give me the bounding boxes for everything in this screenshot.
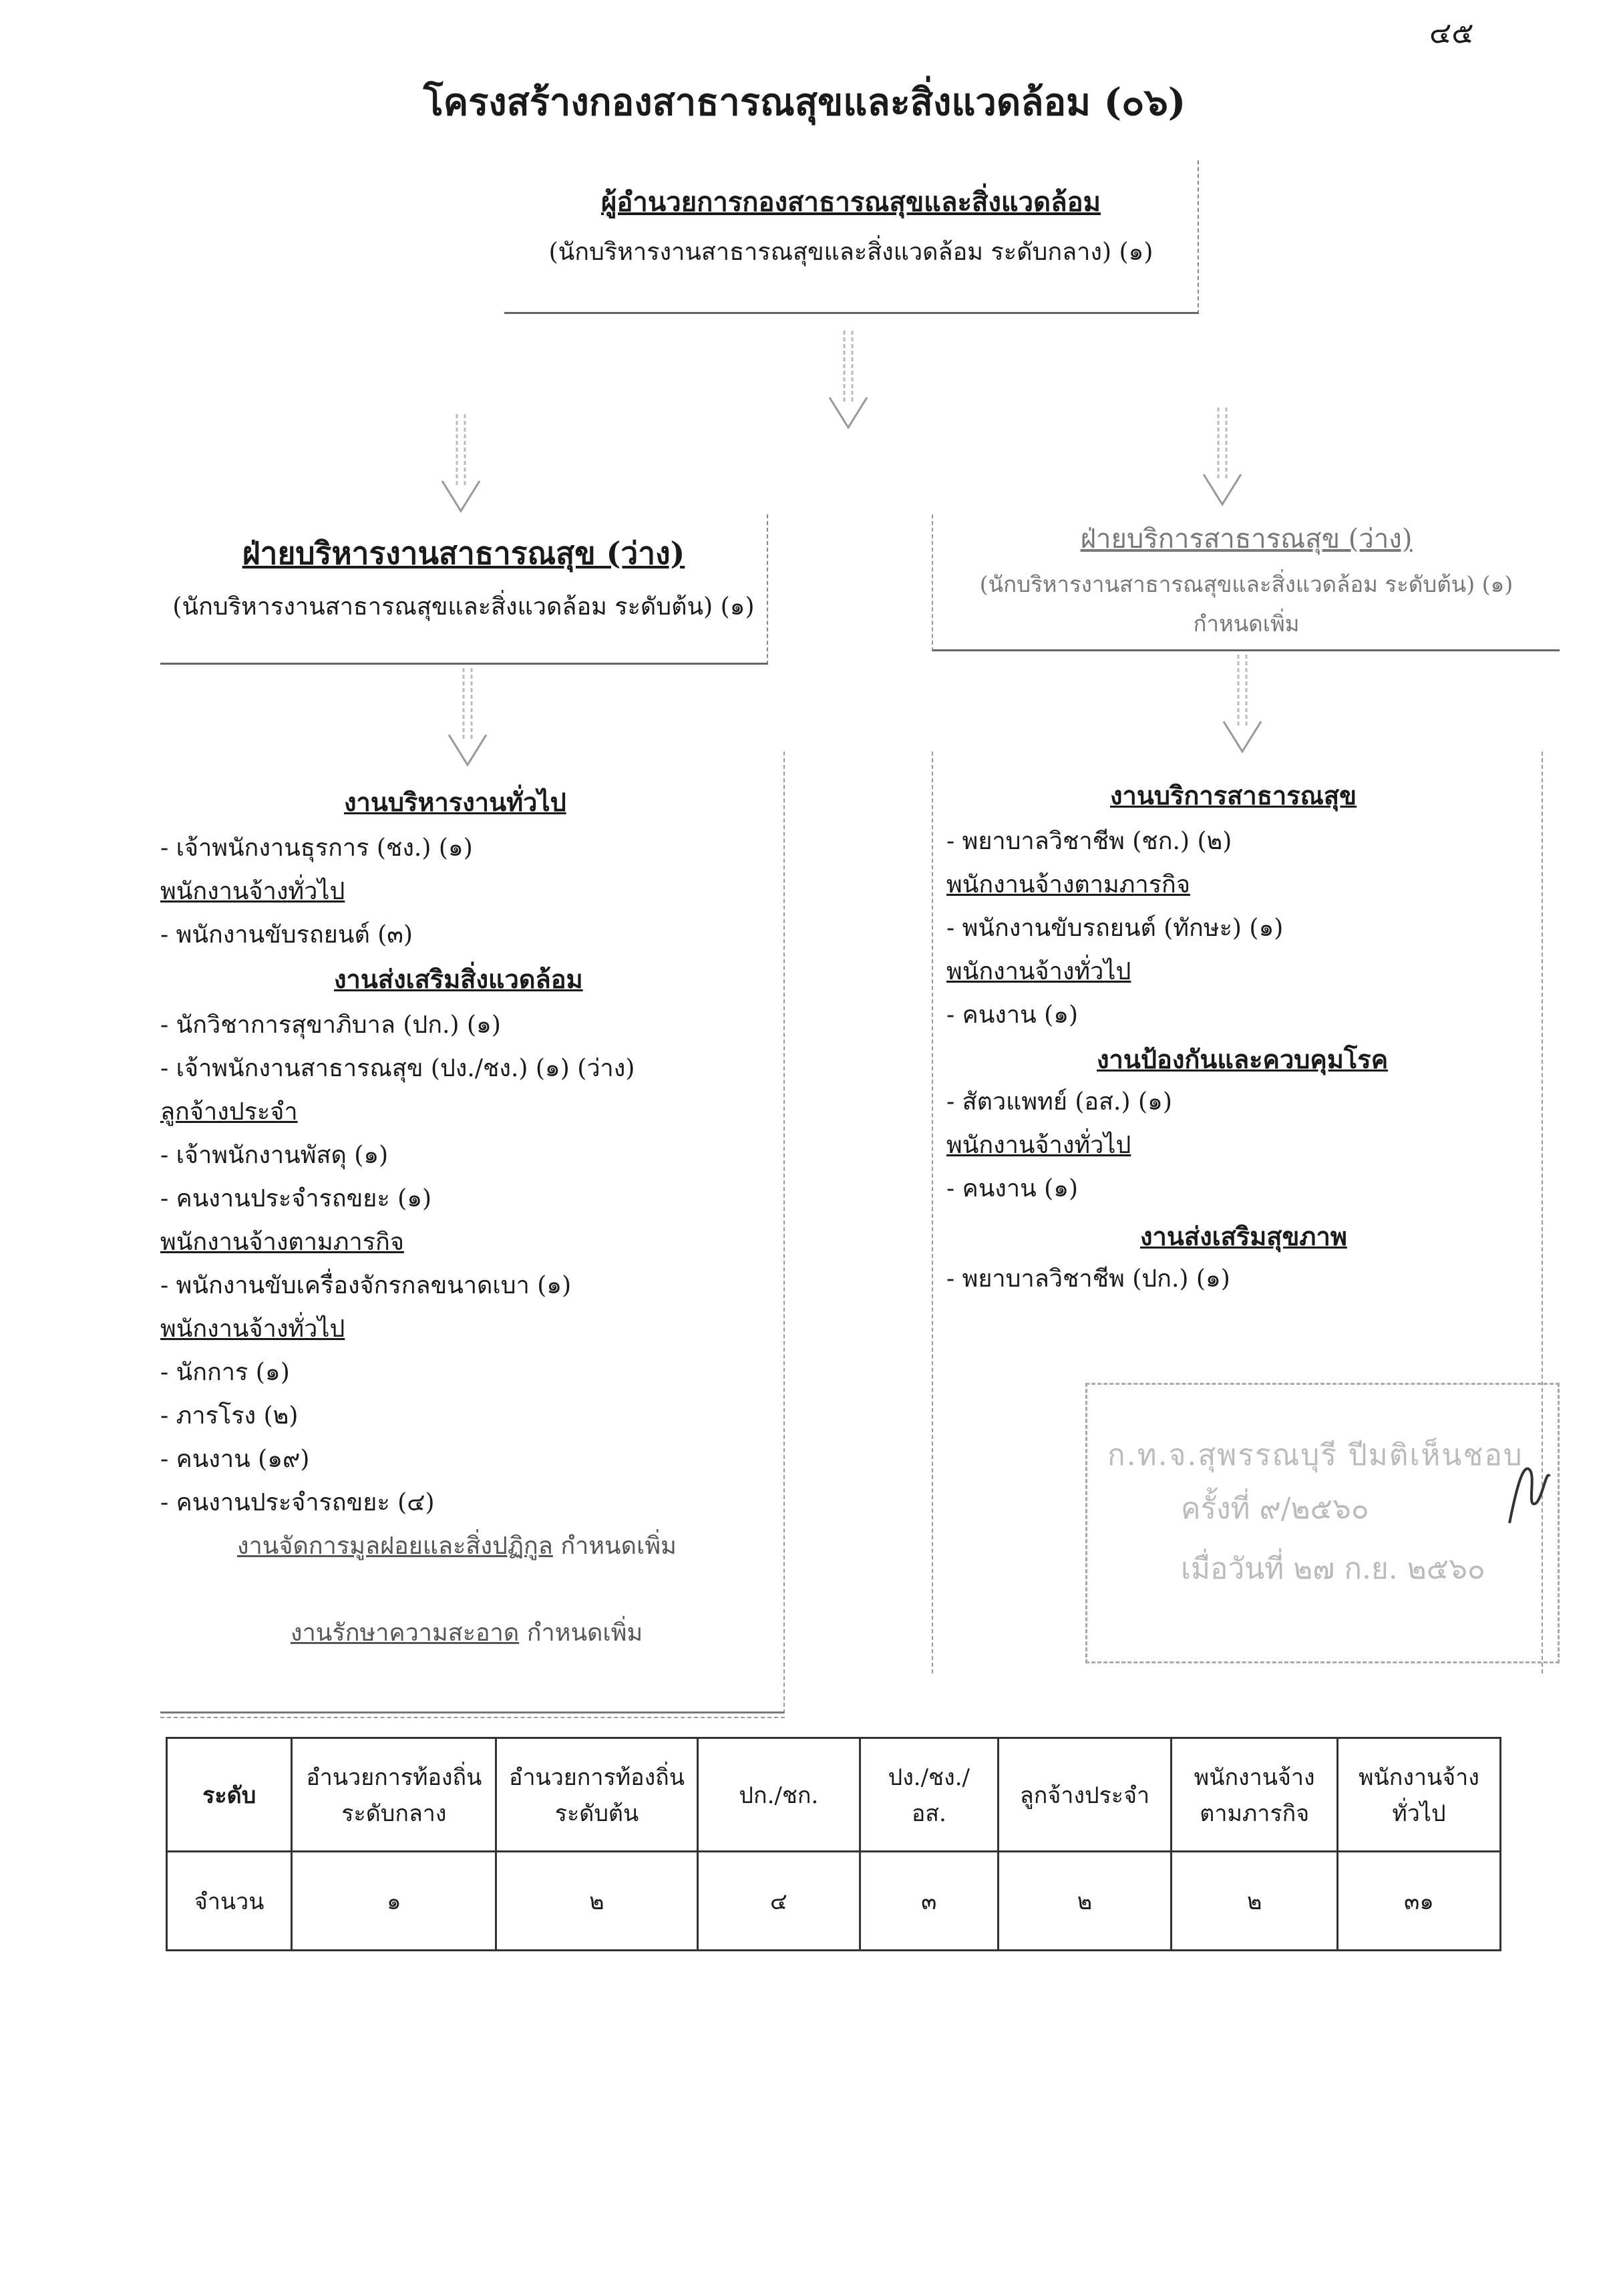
group-label: พนักงานจ้างทั่วไป <box>160 1315 345 1343</box>
header-line: อส. <box>911 1800 946 1827</box>
table-header-cell: ปก./ชก. <box>697 1738 860 1852</box>
header-line: ทั่วไป <box>1392 1800 1446 1827</box>
list-item: - พยาบาลวิชาชีพ (ชก.) (๒) <box>946 828 1232 855</box>
arrow-down-icon <box>1222 655 1262 755</box>
list-item: - คนงานประจำรถขยะ (๔) <box>160 1489 435 1516</box>
table-cell: ๑ <box>292 1852 496 1951</box>
section-title: งานป้องกันและควบคุมโรค <box>1097 1044 1389 1074</box>
page-number: ๔๕ <box>1429 16 1474 50</box>
group-label: พนักงานจ้างทั่วไป <box>946 958 1131 985</box>
list-item: - คนงานประจำรถขยะ (๑) <box>160 1185 432 1212</box>
division-left-box <box>160 514 768 665</box>
group-label: พนักงานจ้างตามภารกิจ <box>946 871 1190 898</box>
division-right-title: ฝ่ายบริการสาธารณสุข (ว่าง) <box>1080 524 1413 554</box>
director-box <box>504 160 1199 314</box>
division-right-note: กำหนดเพิ่ม <box>1193 611 1300 637</box>
signature-icon <box>1503 1450 1556 1536</box>
director-title: ผู้อำนวยการกองสาธารณสุขและสิ่งแวดล้อม <box>600 186 1101 218</box>
list-item: - สัตวแพทย์ (อส.) (๑) <box>946 1088 1172 1116</box>
table-header-cell <box>1172 1738 1338 1852</box>
section-title: งานบริการสาธารณสุข <box>1110 780 1357 810</box>
list-item: - คนงาน (๑) <box>946 1001 1079 1029</box>
stamp-line: ก.ท.จ.สุพรรณบุรี ปีมติเห็นชอบ <box>1107 1438 1524 1472</box>
header-line: ระดับต้น <box>554 1800 639 1827</box>
list-item: - คนงาน (๑) <box>946 1175 1079 1202</box>
arrow-down-icon <box>828 331 868 431</box>
table-cell: ๒ <box>496 1852 697 1951</box>
table-cell: ๓๑ <box>1337 1852 1500 1951</box>
approval-stamp <box>1085 1383 1560 1663</box>
table-header-cell: ระดับ <box>167 1738 292 1852</box>
future-unit-note: กำหนดเพิ่ม <box>560 1532 677 1560</box>
section-title: งานส่งเสริมสิ่งแวดล้อม <box>334 964 583 994</box>
table-header-cell <box>860 1738 999 1852</box>
group-label: พนักงานจ้างทั่วไป <box>160 878 345 905</box>
left-column <box>160 752 785 1713</box>
header-line: พนักงานจ้าง <box>1359 1764 1479 1791</box>
table-header-cell <box>292 1738 496 1852</box>
section-title: งานส่งเสริมสุขภาพ <box>1140 1221 1347 1251</box>
header-line: ปง./ชง./ <box>888 1764 970 1791</box>
arrow-down-icon <box>1202 407 1242 508</box>
table-row <box>167 1852 1501 1951</box>
list-item: - พนักงานขับรถยนต์ (ทักษะ) (๑) <box>946 915 1284 942</box>
header-line: อำนวยการท้องถิ่น <box>509 1764 685 1791</box>
table-header-row <box>167 1738 1501 1852</box>
table-header-cell <box>496 1738 697 1852</box>
table-header-cell <box>1337 1738 1500 1852</box>
group-label: ลูกจ้างประจำ <box>160 1098 298 1126</box>
header-line: ระดับกลาง <box>341 1800 447 1827</box>
division-left-position: (นักบริหารงานสาธารณสุขและสิ่งแวดล้อม ระดับต้น) (๑) <box>172 593 755 621</box>
table-cell: ๒ <box>998 1852 1172 1951</box>
list-item: - เจ้าพนักงานธุรการ (ชง.) (๑) <box>160 834 473 862</box>
director-position: (นักบริหารงานสาธารณสุขและสิ่งแวดล้อม ระดับกลาง) (๑) <box>548 238 1153 266</box>
list-item: - พนักงานขับรถยนต์ (๓) <box>160 921 413 949</box>
table-cell: ๒ <box>1172 1852 1338 1951</box>
table-header-cell: ลูกจ้างประจำ <box>998 1738 1172 1852</box>
division-right-box <box>932 514 1560 651</box>
future-unit <box>237 1526 677 1565</box>
header-line: อำนวยการท้องถิ่น <box>306 1764 482 1791</box>
future-unit-name: งานรักษาความสะอาด <box>291 1619 520 1647</box>
future-unit-note: กำหนดเพิ่ม <box>526 1619 643 1647</box>
division-left-title: ฝ่ายบริหารงานสาธารณสุข (ว่าง) <box>242 535 685 571</box>
header-line: ตามภารกิจ <box>1200 1800 1310 1827</box>
stamp-line: ครั้งที่ ๙/๒๕๖๐ <box>1181 1492 1369 1526</box>
table-cell: ๓ <box>860 1852 999 1951</box>
list-item: - เจ้าพนักงานพัสดุ (๑) <box>160 1142 389 1169</box>
arrow-down-icon <box>441 414 481 514</box>
row-label: จำนวน <box>167 1852 292 1951</box>
page-title: โครงสร้างกองสาธารณสุขและสิ่งแวดล้อม (๐๖) <box>423 80 1186 124</box>
list-item: - พนักงานขับเครื่องจักรกลขนาดเบา (๑) <box>160 1272 572 1299</box>
group-label: พนักงานจ้างทั่วไป <box>946 1132 1131 1159</box>
future-unit-name: งานจัดการมูลฝอยและสิ่งปฏิกูล <box>237 1532 553 1560</box>
list-item: - นักวิชาการสุขาภิบาล (ปก.) (๑) <box>160 1011 501 1039</box>
stamp-line: เมื่อวันที่ ๒๗ ก.ย. ๒๕๖๐ <box>1181 1552 1485 1586</box>
future-unit <box>291 1613 643 1651</box>
division-right-position: (นักบริหารงานสาธารณสุขและสิ่งแวดล้อม ระดับต้น) (๑) <box>979 571 1513 597</box>
table-cell: ๔ <box>697 1852 860 1951</box>
summary-table <box>166 1737 1501 1951</box>
list-item: - คนงาน (๑๙) <box>160 1446 310 1473</box>
group-label: พนักงานจ้างตามภารกิจ <box>160 1228 404 1256</box>
list-item: - เจ้าพนักงานสาธารณสุข (ปง./ชง.) (๑) (ว่าง) <box>160 1055 635 1082</box>
header-line: พนักงานจ้าง <box>1194 1764 1315 1791</box>
list-item: - ภารโรง (๒) <box>160 1402 299 1430</box>
list-item: - พยาบาลวิชาชีพ (ปก.) (๑) <box>946 1265 1230 1293</box>
list-item: - นักการ (๑) <box>160 1359 290 1386</box>
section-title: งานบริหารงานทั่วไป <box>344 787 566 817</box>
divider <box>160 1717 785 1718</box>
